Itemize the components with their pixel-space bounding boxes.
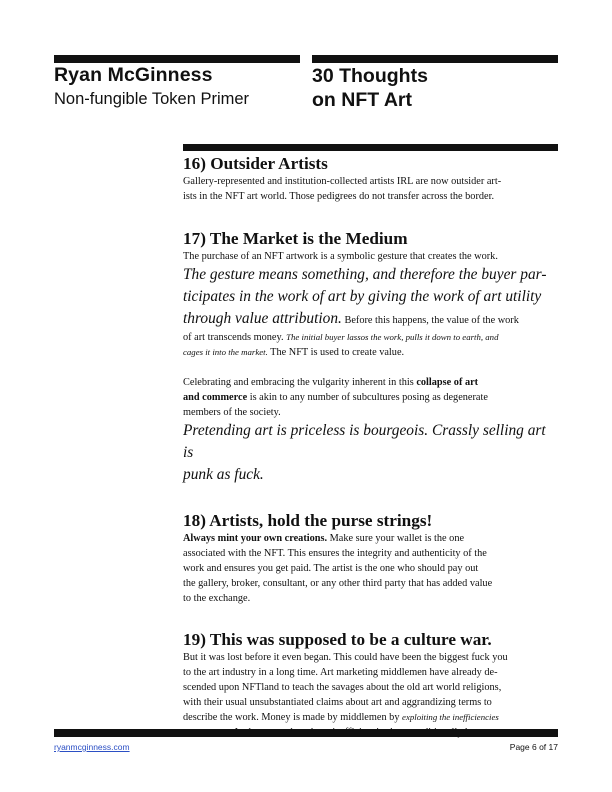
section-19-line-2: to the art industry in a long time. Art marketing middlemen have already de- (183, 667, 498, 678)
section-19-line-5a: describe the work. Money is made by middlemen by (183, 712, 403, 723)
section-18-line-3: work and ensures you get paid. The artist is the one who should pay out (183, 563, 479, 574)
section-17-p2-line-2b: is akin to any number of subcultures posing as degenerate (247, 392, 488, 403)
section-18-heading: 18) Artists, hold the purse strings! (183, 511, 433, 530)
author-name: Ryan McGinness (54, 64, 213, 86)
section-18-line-1b: Make sure your wallet is the one (327, 533, 465, 544)
section-18 (183, 511, 557, 606)
section-19-line-4: with their usual unsubstantiated claims about art and aggrandizing terms to (183, 697, 492, 708)
document-title (312, 64, 428, 112)
section-18-line-2: associated with the NFT. This ensures the integrity and authenticity of the (183, 548, 487, 559)
section-17-p2-line-3: members of the society. (183, 407, 281, 418)
section-19-line-5b: exploiting the inefficiencies (402, 712, 499, 722)
section-17-p2-line-2 (183, 390, 557, 405)
section-18-line-4: the gallery, broker, consultant, or any other third party that has added value (183, 578, 493, 589)
page-number: Page 6 of 17 (509, 742, 558, 752)
page-content (183, 150, 557, 740)
section-17-line-4a: cages it into the market. (183, 347, 268, 357)
section-17-big-3: through value attribution. (183, 310, 342, 327)
section-17-line-1: The purchase of an NFT artwork is a symbolic gesture that creates the work. (183, 251, 498, 262)
section-16-heading: 16) Outsider Artists (183, 154, 328, 173)
section-17-big-2: ticipates in the work of art by giving the work of art utility (183, 288, 542, 305)
section-19 (183, 630, 557, 740)
section-18-line-5: to the exchange. (183, 593, 251, 604)
section-17-big-1: The gesture means something, and therefore the buyer par- (183, 266, 547, 283)
section-18-line-1 (183, 531, 557, 546)
section-17 (183, 229, 557, 486)
section-19-line-5 (183, 710, 557, 725)
section-16 (183, 154, 557, 204)
section-17-line-2-tail: Before this happens, the value of the work (341, 315, 519, 326)
section-17-line-4 (183, 345, 557, 360)
section-16-line-1: Gallery-represented and institution-collected artists IRL are now outsider art- (183, 176, 502, 187)
section-17-big-4: Pretending art is priceless is bourgeois. Crassly selling art is (183, 422, 546, 461)
section-17-line-3 (183, 330, 557, 345)
section-16-line-2: ists in the NFT art world. Those pedigrees do not transfer across the border. (183, 191, 495, 202)
section-17-p2-line-1 (183, 375, 557, 390)
section-17-line-3b: The initial buyer lassos the work, pulls it down to earth, and (286, 332, 499, 342)
section-18-line-1a: Always mint your own creations. (183, 533, 328, 544)
section-17-line-3a: of art transcends money. (183, 332, 287, 343)
section-19-line-1: But it was lost before it even began. This could have been the biggest fuck you (183, 652, 508, 663)
section-17-p2-line-1b: collapse of art (416, 377, 479, 388)
header-rule-right (312, 55, 558, 63)
section-19-heading: 19) This was supposed to be a culture war. (183, 630, 492, 649)
footer-rule (54, 729, 558, 737)
section-17-heading: 17) The Market is the Medium (183, 229, 408, 248)
section-19-line-3: scended upon NFTland to teach the savages about the old art world religions, (183, 682, 502, 693)
document-title-line-2: on NFT Art (312, 89, 413, 111)
section-17-p2-line-2a: and commerce (183, 392, 248, 403)
document-title-line-1: 30 Thoughts (312, 65, 428, 87)
section-17-p2-line-1a: Celebrating and embracing the vulgarity inherent in this (183, 377, 417, 388)
section-17-big-5: punk as fuck. (183, 466, 264, 483)
header-rule-left (54, 55, 300, 63)
section-17-big-3-row (183, 308, 557, 330)
paragraph-gap (183, 360, 557, 375)
website-link[interactable]: ryanmcginness.com (54, 742, 130, 752)
document-subtitle: Non-fungible Token Primer (54, 90, 250, 108)
section-17-line-4b: The NFT is used to create value. (267, 347, 405, 358)
